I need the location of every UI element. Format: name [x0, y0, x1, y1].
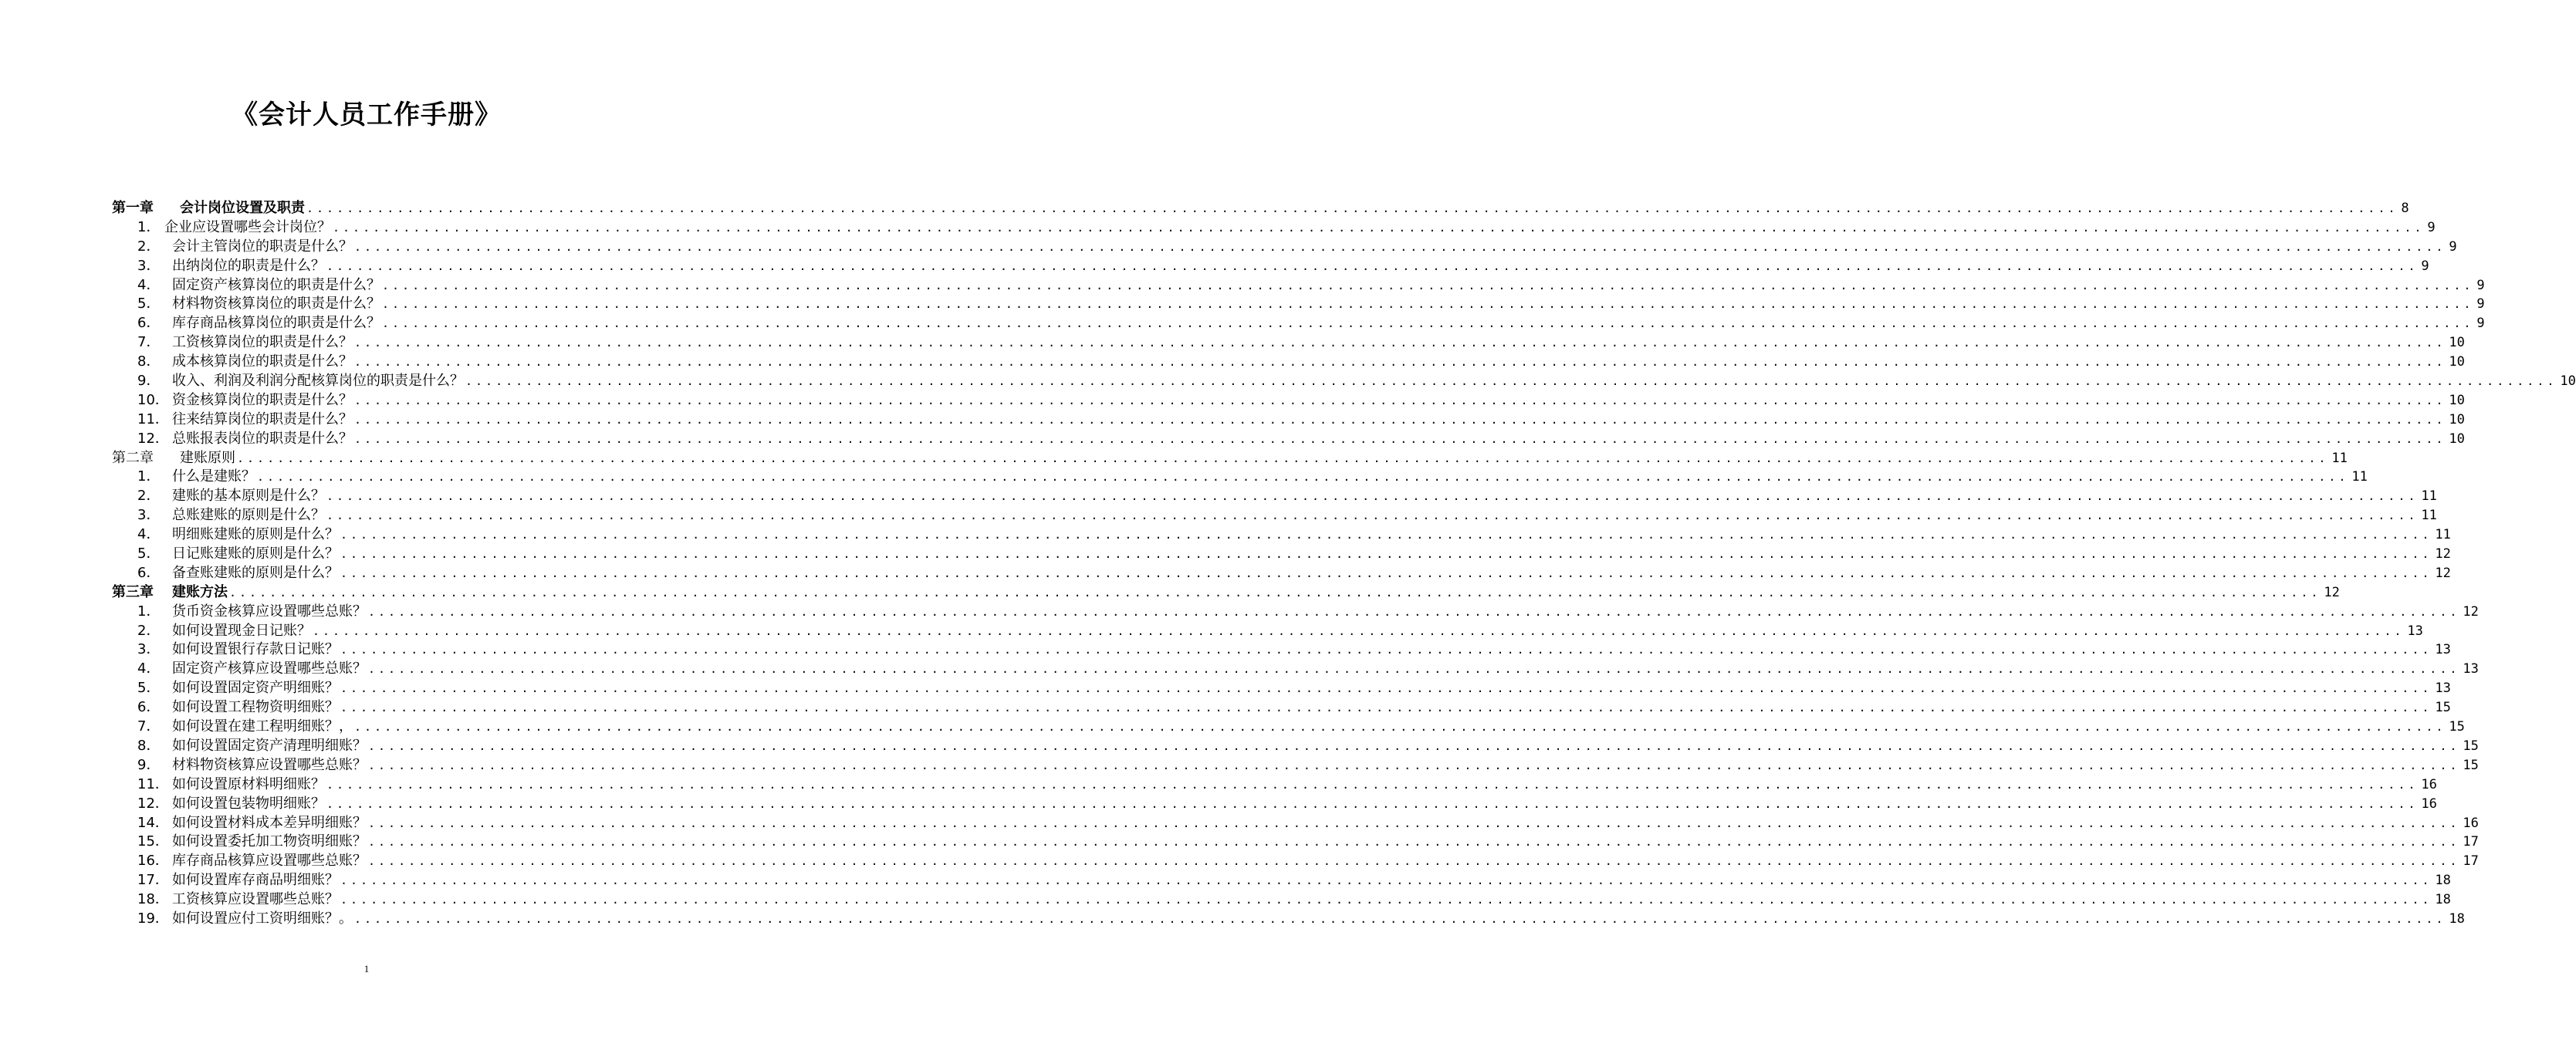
toc-entry[interactable] — [112, 718, 2465, 737]
toc-entry[interactable] — [112, 295, 2485, 314]
toc-dot-leader — [465, 372, 2557, 391]
toc-page-number: 11 — [2421, 488, 2437, 505]
toc-entry-number: 1． — [137, 603, 161, 620]
toc-page-number: 13 — [2435, 681, 2451, 697]
toc-entry-title: 总账报表岗位的职责是什么？ — [172, 430, 353, 447]
toc-entry-number: 2． — [137, 238, 161, 255]
toc-entry-number: 7． — [137, 334, 161, 351]
toc-entry[interactable] — [112, 487, 2437, 506]
toc-entry[interactable] — [112, 871, 2451, 890]
toc-dot-leader — [229, 583, 2321, 603]
toc-entry-number: 2． — [137, 488, 161, 505]
toc-chapter[interactable] — [112, 449, 2348, 468]
toc-entry-number: 17． — [137, 872, 169, 889]
toc-page-number: 18 — [2435, 873, 2451, 889]
toc-dot-leader — [237, 449, 2328, 468]
toc-entry[interactable] — [112, 238, 2457, 257]
toc-entry-number: 3． — [137, 507, 161, 524]
toc-entry-title: 企业应设置哪些会计岗位？ — [164, 218, 331, 235]
toc-dot-leader — [340, 545, 2432, 564]
toc-page-number: 16 — [2421, 795, 2437, 812]
toc-dot-leader — [354, 430, 2446, 449]
toc-entry[interactable] — [112, 257, 2429, 276]
toc-dot-leader — [382, 314, 2473, 333]
toc-page-number: 12 — [2324, 584, 2340, 600]
toc-entry[interactable] — [112, 910, 2465, 929]
toc-page-number: 13 — [2407, 623, 2423, 639]
toc-entry-number: 2． — [137, 622, 161, 639]
toc-entry-title: 如何设置在建工程明细账？， — [172, 718, 353, 735]
toc-dot-leader — [368, 814, 2459, 833]
toc-entry-number: 19． — [137, 910, 169, 927]
toc-dot-leader — [326, 775, 2418, 795]
toc-page-number: 10 — [2449, 335, 2465, 351]
toc-dot-leader — [326, 257, 2418, 276]
toc-entry[interactable] — [112, 314, 2485, 333]
toc-page-number: 11 — [2331, 450, 2348, 466]
toc-entry-title: 工资核算岗位的职责是什么？ — [172, 334, 353, 351]
toc-page-number: 10 — [2449, 354, 2465, 370]
toc-entry-title: 资金核算岗位的职责是什么？ — [172, 391, 353, 408]
toc-entry-number: 第一章 — [112, 200, 154, 216]
toc-entry[interactable] — [112, 890, 2451, 910]
toc-page-number: 13 — [2463, 661, 2479, 677]
toc-entry-title: 建账的基本原则是什么？ — [172, 488, 325, 505]
toc-entry-title: 出纳岗位的职责是什么？ — [172, 257, 325, 274]
toc-entry[interactable] — [112, 852, 2479, 871]
toc-dot-leader — [333, 218, 2424, 238]
toc-entry[interactable] — [112, 660, 2479, 679]
toc-dot-leader — [368, 660, 2459, 679]
toc-entry-title: 往来结算岗位的职责是什么？ — [172, 410, 353, 427]
toc-dot-leader — [306, 199, 2398, 218]
toc-dot-leader — [326, 506, 2418, 525]
toc-page-number: 15 — [2463, 757, 2479, 773]
toc-dot-leader — [340, 525, 2432, 545]
toc-page-number: 12 — [2435, 565, 2451, 581]
toc-entry-number: 9． — [137, 756, 161, 773]
toc-dot-leader — [368, 737, 2459, 756]
toc-entry-title: 如何设置应付工资明细账？。 — [172, 910, 353, 927]
toc-page-number: 8 — [2401, 201, 2409, 216]
toc-entry-number: 10． — [137, 391, 169, 408]
toc-dot-leader — [326, 487, 2418, 506]
toc-entry[interactable] — [112, 775, 2437, 795]
toc-dot-leader — [368, 833, 2459, 852]
toc-entry-title: 库存商品核算岗位的职责是什么？ — [172, 315, 380, 332]
toc-entry[interactable] — [112, 276, 2485, 296]
toc-dot-leader — [340, 640, 2432, 660]
toc-entry-number: 第二章 — [112, 449, 154, 466]
toc-page-number: 9 — [2476, 296, 2485, 312]
toc-dot-leader — [313, 622, 2404, 641]
toc-entry-title: 建账原则 — [180, 449, 235, 466]
toc-page-number: 15 — [2435, 700, 2451, 716]
toc-page-number: 10 — [2449, 392, 2465, 408]
toc-dot-leader — [340, 564, 2432, 583]
toc-entry[interactable] — [112, 410, 2465, 430]
toc-page-number: 10 — [2449, 411, 2465, 427]
toc-entry-title: 货币资金核算应设置哪些总账？ — [172, 603, 367, 620]
toc-entry-title: 如何设置库存商品明细账？ — [172, 872, 339, 889]
toc-entry-title: 什么是建账？ — [172, 468, 255, 485]
toc-dot-leader — [368, 603, 2459, 622]
toc-dot-leader — [382, 295, 2473, 314]
toc-entry-number: 8． — [137, 737, 161, 754]
toc-page-number: 12 — [2435, 546, 2451, 562]
toc-entry-title: 库存商品核算应设置哪些总账？ — [172, 853, 367, 870]
toc-dot-leader — [368, 756, 2459, 775]
toc-entry-number: 4． — [137, 660, 161, 677]
toc-entry-number: 6． — [137, 315, 161, 332]
toc-entry-number: 11． — [137, 410, 169, 427]
toc-page-number: 18 — [2449, 910, 2465, 927]
toc-entry[interactable] — [112, 353, 2465, 372]
toc-entry-number: 3． — [137, 257, 161, 274]
toc-entry-title: 备查账建账的原则是什么？ — [172, 564, 339, 581]
toc-page-number: 9 — [2476, 277, 2485, 293]
toc-entry[interactable] — [112, 545, 2451, 564]
toc-page-number: 16 — [2421, 776, 2437, 792]
toc-entry-title: 成本核算岗位的职责是什么？ — [172, 353, 353, 370]
toc-page-number: 9 — [2449, 238, 2457, 255]
toc-page-number: 9 — [2476, 316, 2485, 332]
toc-page-number: 9 — [2421, 258, 2429, 274]
toc-entry[interactable] — [112, 679, 2451, 698]
toc-entry-title: 明细账建账的原则是什么？ — [172, 526, 339, 543]
toc-page-number: 16 — [2463, 815, 2479, 831]
toc-entry[interactable] — [112, 833, 2479, 852]
toc-entry-title: 会计主管岗位的职责是什么？ — [172, 238, 353, 255]
toc-entry-title: 日记账建账的原则是什么？ — [172, 546, 339, 562]
toc-dot-leader — [354, 410, 2446, 430]
toc-entry-number: 11． — [137, 775, 169, 792]
toc-dot-leader — [340, 698, 2432, 718]
toc-dot-leader — [340, 871, 2432, 890]
toc-dot-leader — [368, 852, 2459, 871]
toc-dot-leader — [382, 276, 2473, 296]
toc-entry-title: 如何设置银行存款日记账？ — [172, 641, 339, 658]
toc-entry-number: 7． — [137, 718, 161, 735]
toc-entry-title: 收入、利润及利润分配核算岗位的职责是什么？ — [172, 373, 464, 390]
table-of-contents — [112, 199, 2576, 929]
toc-entry-number: 5． — [137, 680, 161, 697]
toc-entry-title: 如何设置固定资产明细账？ — [172, 680, 339, 697]
toc-entry[interactable] — [112, 622, 2423, 641]
toc-entry-title: 会计岗位设置及职责 — [180, 200, 305, 216]
toc-entry[interactable] — [112, 506, 2437, 525]
toc-entry-title: 如何设置工程物资明细账？ — [172, 699, 339, 716]
toc-page-number: 15 — [2463, 738, 2479, 754]
toc-entry[interactable] — [112, 391, 2465, 410]
toc-entry[interactable] — [112, 698, 2451, 718]
toc-entry-number: 14． — [137, 814, 169, 831]
toc-page-number: 17 — [2463, 853, 2479, 870]
toc-entry-number: 16． — [137, 853, 169, 870]
toc-entry-number: 6． — [137, 699, 161, 716]
toc-page-number: 12 — [2463, 603, 2479, 620]
toc-entry-number: 12． — [137, 430, 169, 447]
toc-entry-number: 4． — [137, 276, 161, 293]
toc-chapter[interactable] — [112, 583, 2340, 603]
toc-entry[interactable] — [112, 468, 2368, 487]
toc-entry-number: 9． — [137, 373, 161, 390]
toc-dot-leader — [326, 795, 2418, 814]
toc-entry-number: 15． — [137, 833, 169, 850]
toc-entry-title: 建账方法 — [172, 583, 228, 600]
toc-page-number: 11 — [2421, 508, 2437, 524]
toc-page-number: 18 — [2435, 892, 2451, 908]
toc-dot-leader — [354, 333, 2446, 353]
toc-entry-title: 总账建账的原则是什么？ — [172, 507, 325, 524]
toc-entry-title: 固定资产核算岗位的职责是什么？ — [172, 276, 380, 293]
toc-entry-number: 1． — [137, 468, 161, 485]
toc-entry-number: 8． — [137, 353, 161, 370]
toc-page-number: 17 — [2463, 834, 2479, 850]
toc-dot-leader — [354, 391, 2446, 410]
toc-entry-title: 如何设置包装物明细账？ — [172, 795, 325, 812]
toc-entry-title: 如何设置材料成本差异明细账？ — [172, 814, 367, 831]
toc-entry-number: 12． — [137, 795, 169, 812]
toc-entry[interactable] — [112, 564, 2451, 583]
toc-page-number: 11 — [2351, 469, 2368, 485]
toc-entry-title: 如何设置委托加工物资明细账？ — [172, 833, 367, 850]
toc-entry[interactable] — [112, 814, 2479, 833]
toc-chapter[interactable] — [112, 199, 2409, 218]
toc-entry-number: 3． — [137, 641, 161, 658]
toc-entry-number: 5． — [137, 546, 161, 562]
toc-entry[interactable] — [112, 525, 2451, 545]
page-number: 1 — [363, 963, 370, 975]
toc-entry-number: 18． — [137, 891, 169, 908]
toc-dot-leader — [354, 238, 2446, 257]
toc-entry-number: 5． — [137, 296, 161, 312]
toc-page-number: 10 — [2560, 373, 2576, 390]
toc-entry-title: 工资核算应设置哪些总账？ — [172, 891, 339, 908]
toc-entry-title: 材料物资核算岗位的职责是什么？ — [172, 296, 380, 312]
toc-entry[interactable] — [112, 737, 2479, 756]
toc-entry-number: 第三章 — [112, 583, 154, 600]
toc-entry-title: 固定资产核算应设置哪些总账？ — [172, 660, 367, 677]
toc-entry[interactable] — [112, 640, 2451, 660]
toc-entry-number: 1． — [137, 218, 161, 235]
toc-dot-leader — [354, 718, 2446, 737]
toc-entry[interactable] — [112, 603, 2479, 622]
toc-page-number: 9 — [2427, 219, 2436, 235]
toc-page-number: 10 — [2449, 431, 2465, 447]
toc-entry-number: 4． — [137, 526, 161, 543]
toc-entry[interactable] — [112, 333, 2465, 353]
toc-entry[interactable] — [112, 756, 2479, 775]
toc-dot-leader — [340, 890, 2432, 910]
toc-entry[interactable] — [112, 795, 2437, 814]
page-title: 《会计人员工作手册》 — [232, 100, 502, 130]
toc-dot-leader — [354, 353, 2446, 372]
toc-entry-title: 材料物资核算应设置哪些总账？ — [172, 756, 367, 773]
toc-page-number: 13 — [2435, 642, 2451, 658]
toc-dot-leader — [340, 679, 2432, 698]
toc-entry[interactable] — [112, 430, 2465, 449]
toc-entry-number: 6． — [137, 564, 161, 581]
toc-dot-leader — [354, 910, 2446, 929]
toc-entry-title: 如何设置原材料明细账？ — [172, 775, 325, 792]
toc-entry-title: 如何设置固定资产清理明细账？ — [172, 737, 367, 754]
toc-page-number: 11 — [2435, 527, 2451, 543]
toc-entry[interactable] — [112, 372, 2576, 391]
toc-dot-leader — [257, 468, 2348, 487]
toc-entry-title: 如何设置现金日记账？ — [172, 622, 311, 639]
toc-entry[interactable] — [112, 218, 2436, 238]
toc-page-number: 15 — [2449, 719, 2465, 735]
